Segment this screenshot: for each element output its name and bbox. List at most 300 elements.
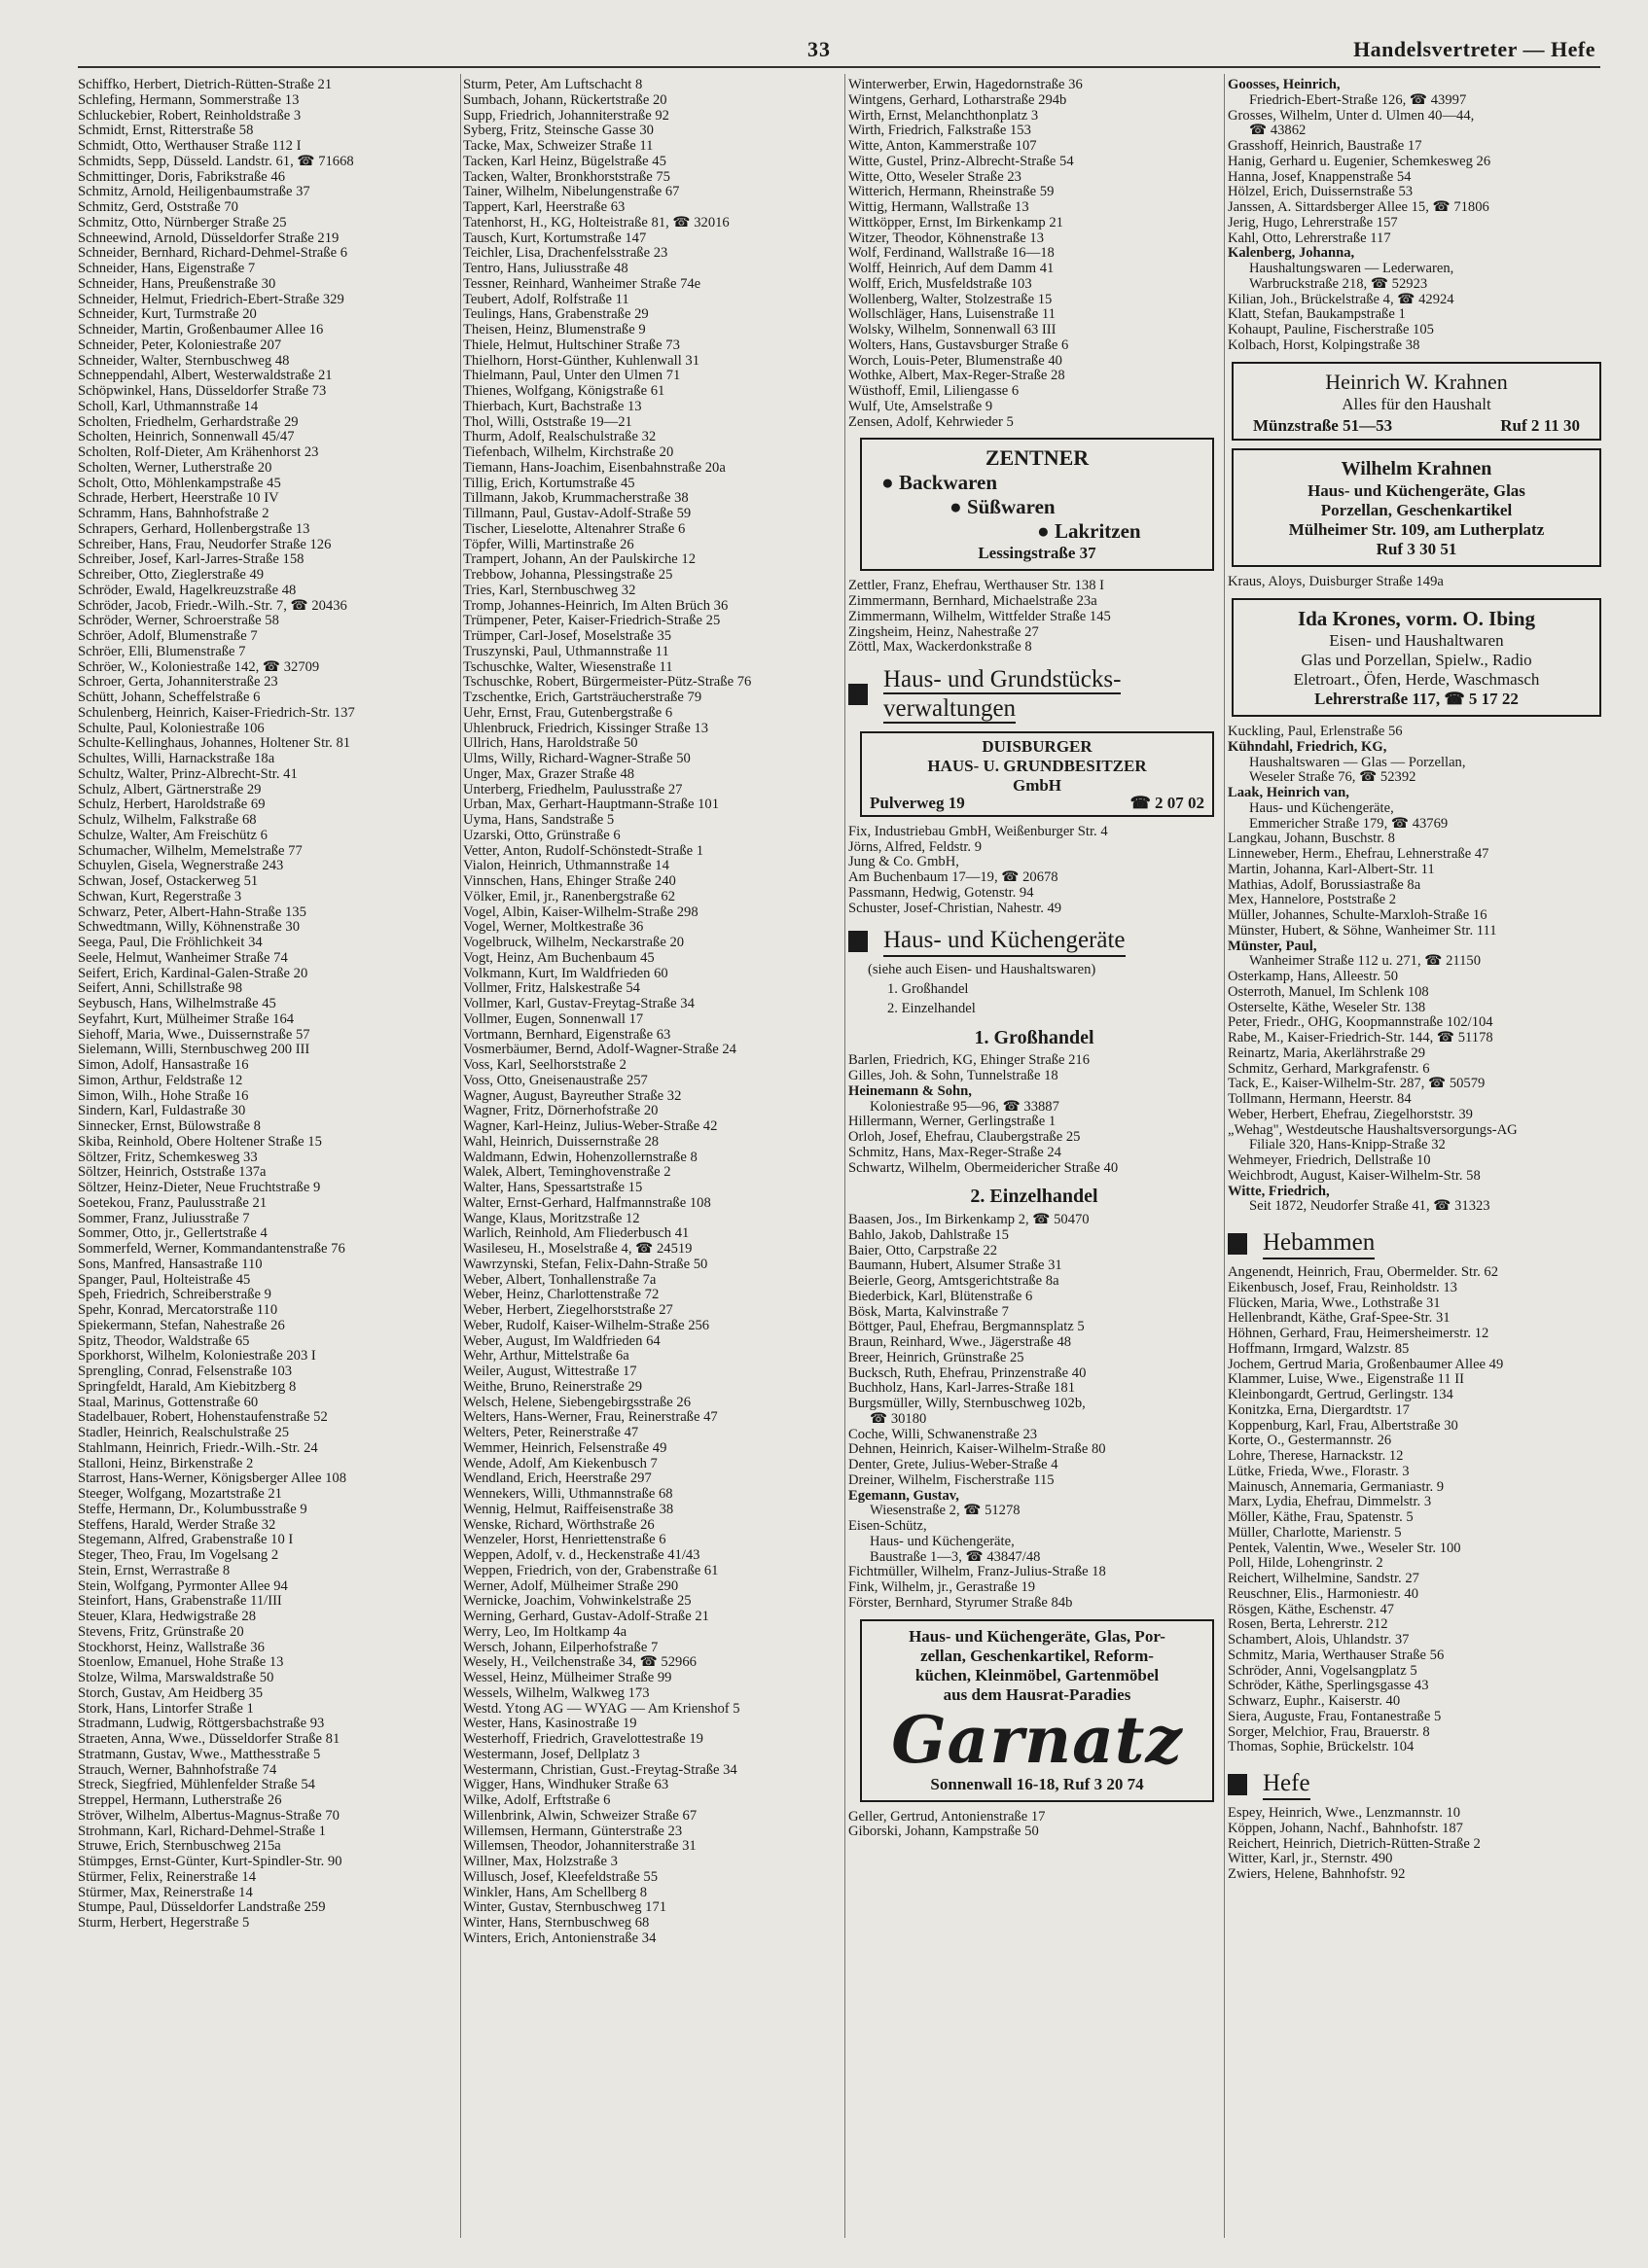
directory-entry: Vetter, Anton, Rudolf-Schönstedt-Straße 1 bbox=[463, 842, 704, 859]
directory-entry: Wanheimer Straße 112 u. 271, ☎ 21150 bbox=[1249, 953, 1482, 970]
entry: Kraus, Aloys, Duisburger Straße 149a bbox=[1228, 574, 1444, 590]
ad-bullet-item: ● Lakritzen bbox=[1037, 519, 1141, 544]
directory-entry: Tries, Karl, Sternbuschweg 32 bbox=[463, 582, 636, 598]
section-title: Haus- und Grundstücks- bbox=[883, 666, 1122, 692]
directory-entry: Linneweber, Herm., Ehefrau, Lehnerstraße 47 bbox=[1228, 846, 1489, 862]
directory-entry: Wennekers, Willi, Uthmannstraße 68 bbox=[463, 1486, 673, 1502]
directory-entry: Wendland, Erich, Heerstraße 297 bbox=[463, 1471, 652, 1487]
directory-entry: Zwiers, Helene, Bahnhofstr. 92 bbox=[1228, 1866, 1406, 1882]
directory-entry: Wemmer, Heinrich, Felsenstraße 49 bbox=[463, 1439, 667, 1456]
ad-address: Pulverweg 19 bbox=[870, 794, 965, 812]
directory-entry: Reichert, Wilhelmine, Sandstr. 27 bbox=[1228, 1571, 1419, 1586]
directory-entry: Barlen, Friedrich, KG, Ehinger Straße 216 bbox=[848, 1052, 1091, 1069]
entry-list bbox=[848, 1053, 1220, 1176]
directory-entry: Haus- und Küchengeräte, bbox=[870, 1533, 1015, 1549]
directory-entry: Weber, Heinz, Charlottenstraße 72 bbox=[463, 1287, 660, 1303]
directory-entry: Thomas, Sophie, Brückelstr. 104 bbox=[1228, 1739, 1415, 1755]
directory-entry: Supp, Friedrich, Johanniterstraße 92 bbox=[463, 107, 669, 124]
directory-entry: Seifert, Erich, Kardinal-Galen-Straße 20 bbox=[78, 965, 308, 981]
section-title: Hefe bbox=[1263, 1769, 1310, 1800]
section-note: (siehe auch Eisen- und Haushaltswaren) bbox=[868, 962, 1096, 978]
directory-entry: Seyfahrt, Kurt, Mülheimer Straße 164 bbox=[78, 1010, 295, 1027]
directory-entry: Egemann, Gustav, bbox=[848, 1487, 959, 1504]
directory-entry: Klatt, Stefan, Baukampstraße 1 bbox=[1228, 306, 1406, 323]
directory-entry: Seit 1872, Neudorfer Straße 41, ☎ 31323 bbox=[1249, 1198, 1490, 1215]
directory-entry: Tiemann, Hans-Joachim, Eisenbahnstraße 20a bbox=[463, 459, 726, 476]
directory-entry: Wagner, Karl-Heinz, Julius-Weber-Straße 42 bbox=[463, 1118, 718, 1134]
page-number: 33 bbox=[807, 37, 831, 61]
directory-entry: Steffe, Hermann, Dr., Kolumbusstraße 9 bbox=[78, 1501, 307, 1517]
directory-entry: Mainusch, Annemaria, Germaniastr. 9 bbox=[1228, 1478, 1445, 1495]
directory-entry: Tappert, Karl, Heerstraße 63 bbox=[463, 199, 626, 215]
directory-entry: Tainer, Wilhelm, Nibelungenstraße 67 bbox=[463, 184, 680, 200]
ad-title: Wilhelm Krahnen bbox=[1341, 458, 1492, 480]
directory-entry: Schmitz, Arnold, Heiligenbaumstraße 37 bbox=[78, 184, 310, 200]
directory-entry: Teubert, Adolf, Rolfstraße 11 bbox=[463, 291, 629, 307]
ad-line: Eletroart., Öfen, Herde, Waschmasch bbox=[1293, 670, 1540, 689]
section-title: Hebammen bbox=[1263, 1228, 1375, 1259]
directory-entry: Wollschläger, Hans, Luisenstraße 11 bbox=[848, 306, 1056, 323]
directory-entry: Simon, Adolf, Hansastraße 16 bbox=[78, 1057, 249, 1073]
ad-ida-krones bbox=[1232, 598, 1601, 717]
directory-entry: Hellenbrandt, Käthe, Graf-Spee-Str. 31 bbox=[1228, 1310, 1451, 1327]
directory-entry: Dehnen, Heinrich, Kaiser-Wilhelm-Straße 80 bbox=[848, 1441, 1106, 1458]
directory-entry: Peter, Friedr., OHG, Koopmannstraße 102/104 bbox=[1228, 1014, 1493, 1031]
directory-entry: Wittköpper, Ernst, Im Birkenkamp 21 bbox=[848, 214, 1063, 230]
directory-entry: Westermann, Josef, Dellplatz 3 bbox=[463, 1746, 640, 1762]
directory-entry: Weseler Straße 76, ☎ 52392 bbox=[1249, 769, 1416, 786]
directory-entry: Tentro, Hans, Juliusstraße 48 bbox=[463, 261, 628, 276]
directory-entry: Voss, Otto, Gneisenaustraße 257 bbox=[463, 1072, 648, 1088]
directory-entry: Starrost, Hans-Werner, Königsberger Allee 108 bbox=[78, 1471, 346, 1487]
directory-entry: Wollenberg, Walter, Stolzestraße 15 bbox=[848, 291, 1053, 307]
directory-entry: Schwarz, Euphr., Kaiserstr. 40 bbox=[1228, 1693, 1401, 1709]
directory-entry: Janssen, A. Sittardsberger Allee 15, ☎ 71806 bbox=[1228, 199, 1489, 215]
garnatz-logo: Garnatz bbox=[891, 1701, 1183, 1778]
directory-entry: Steuer, Klara, Hedwigstraße 28 bbox=[78, 1609, 256, 1624]
ad-line: GmbH bbox=[1012, 776, 1062, 795]
column-divider bbox=[1224, 74, 1225, 2238]
directory-entry: Dreiner, Wilhelm, Fischerstraße 115 bbox=[848, 1471, 1055, 1488]
section-index-item: 2. Einzelhandel bbox=[887, 1000, 976, 1016]
directory-entry: Müller, Charlotte, Marienstr. 5 bbox=[1228, 1524, 1402, 1541]
directory-entry: Syberg, Fritz, Steinsche Gasse 30 bbox=[463, 123, 654, 139]
directory-entry: Stockhorst, Heinz, Wallstraße 36 bbox=[78, 1639, 265, 1655]
directory-entry: Kalenberg, Johanna, bbox=[1228, 245, 1355, 262]
directory-entry: Scholten, Rolf-Dieter, Am Krähenhorst 23 bbox=[78, 444, 319, 460]
directory-entry: Stevens, Fritz, Grünstraße 20 bbox=[78, 1623, 244, 1640]
directory-entry: Witte, Anton, Kammerstraße 107 bbox=[848, 138, 1037, 154]
directory-entry: Haus- und Küchengeräte, bbox=[1249, 799, 1394, 816]
directory-entry: Schneider, Hans, Eigenstraße 7 bbox=[78, 261, 256, 276]
entry-list bbox=[1228, 1806, 1607, 1883]
directory-entry: Sorger, Melchior, Frau, Brauerstr. 8 bbox=[1228, 1723, 1430, 1740]
directory-entry: Thielhorn, Horst-Günther, Kuhlenwall 31 bbox=[463, 352, 699, 369]
directory-entry: Stadler, Heinrich, Realschulstraße 25 bbox=[78, 1425, 290, 1440]
directory-entry: Wester, Hans, Kasinostraße 19 bbox=[463, 1716, 637, 1732]
directory-entry: Springfeldt, Harald, Am Kiebitzberg 8 bbox=[78, 1378, 297, 1395]
ad-phone: Ruf 3 30 51 bbox=[1376, 540, 1457, 559]
directory-entry: Wolff, Erich, Musfeldstraße 103 bbox=[848, 275, 1032, 292]
ad-line: Glas und Porzellan, Spielw., Radio bbox=[1301, 651, 1532, 669]
directory-entry: Westerhoff, Friedrich, Gravelottestraße 19 bbox=[463, 1731, 703, 1747]
directory-entry: Koppenburg, Karl, Frau, Albertstraße 30 bbox=[1228, 1417, 1458, 1434]
directory-entry: Völker, Emil, jr., Ranenbergstraße 62 bbox=[463, 888, 676, 904]
directory-entry: Burgsmüller, Willy, Sternbuschweg 102b, bbox=[848, 1396, 1086, 1411]
directory-entry: Spanger, Paul, Holteistraße 45 bbox=[78, 1271, 251, 1288]
directory-entry: Stürmer, Felix, Reinerstraße 14 bbox=[78, 1868, 257, 1885]
directory-entry: Hanig, Gerhard u. Eugenier, Schemkesweg 26 bbox=[1228, 153, 1491, 169]
directory-entry: Baasen, Jos., Im Birkenkamp 2, ☎ 50470 bbox=[848, 1212, 1090, 1227]
directory-entry: Struwe, Erich, Sternbuschweg 215a bbox=[78, 1838, 281, 1855]
directory-entry: Vollmer, Fritz, Halskestraße 54 bbox=[463, 980, 640, 997]
ad-contact-row bbox=[1243, 414, 1590, 434]
directory-entry: Walter, Hans, Spessartstraße 15 bbox=[463, 1180, 643, 1195]
directory-entry: Schuster, Josef-Christian, Nahestr. 49 bbox=[848, 900, 1062, 916]
directory-entry: Bahlo, Jakob, Dahlstraße 15 bbox=[848, 1226, 1009, 1243]
directory-entry: Winter, Hans, Sternbuschweg 68 bbox=[463, 1915, 650, 1931]
directory-entry: Schneider, Martin, Großenbaumer Allee 16 bbox=[78, 322, 324, 337]
directory-entry: Osterkamp, Hans, Alleestr. 50 bbox=[1228, 969, 1399, 984]
directory-entry: Hanna, Josef, Knappenstraße 54 bbox=[1228, 168, 1412, 185]
section-header-haus-grund bbox=[848, 665, 1220, 724]
ad-address: Lessingstraße 37 bbox=[978, 544, 1096, 563]
directory-entry: Kahl, Otto, Lehrerstraße 117 bbox=[1228, 230, 1391, 246]
directory-entry: Scholl, Karl, Uthmannstraße 14 bbox=[78, 398, 259, 414]
directory-entry: Steffens, Harald, Werder Straße 32 bbox=[78, 1516, 276, 1533]
directory-entry: Orloh, Josef, Ehefrau, Claubergstraße 25 bbox=[848, 1129, 1081, 1145]
ad-zentner bbox=[860, 438, 1214, 571]
directory-entry: Schreiber, Hans, Frau, Neudorfer Straße 126 bbox=[78, 536, 332, 552]
directory-entry: Osterroth, Manuel, Im Schlenk 108 bbox=[1228, 983, 1429, 1000]
directory-entry: Schmitz, Gerd, Oststraße 70 bbox=[78, 199, 238, 215]
directory-entry: Wirth, Ernst, Melanchthonplatz 3 bbox=[848, 107, 1039, 124]
directory-entry: Willner, Max, Holzstraße 3 bbox=[463, 1854, 618, 1869]
directory-entry: Strauch, Werner, Bahnhofstraße 74 bbox=[78, 1761, 277, 1778]
directory-entry: Weithe, Bruno, Reinerstraße 29 bbox=[463, 1378, 643, 1395]
directory-entry: Seega, Paul, Die Fröhlichkeit 34 bbox=[78, 935, 263, 950]
directory-entry: Tacken, Walter, Bronkhorststraße 75 bbox=[463, 168, 670, 185]
directory-entry: Spehr, Konrad, Mercatorstraße 110 bbox=[78, 1302, 278, 1318]
directory-entry: Tromp, Johannes-Heinrich, Im Alten Brüch 36 bbox=[463, 597, 729, 614]
directory-entry: Werner, Adolf, Mülheimer Straße 290 bbox=[463, 1577, 679, 1594]
entry-list bbox=[848, 78, 1220, 430]
directory-entry: Schumacher, Wilhelm, Memelstraße 77 bbox=[78, 842, 303, 859]
section-header-hebammen bbox=[1228, 1228, 1607, 1259]
directory-entry: Zensen, Adolf, Kehrwieder 5 bbox=[848, 413, 1014, 430]
directory-entry: Schmidt, Otto, Werthauser Straße 112 I bbox=[78, 138, 302, 154]
directory-entry: „Wehag", Westdeutsche Haushaltsversorgungs-AG bbox=[1228, 1121, 1518, 1138]
directory-entry: Baier, Otto, Carpstraße 22 bbox=[848, 1242, 998, 1258]
directory-entry: Vinnschen, Hans, Ehinger Straße 240 bbox=[463, 873, 676, 889]
directory-entry: Tacke, Max, Schweizer Straße 11 bbox=[463, 138, 654, 154]
directory-entry: ☎ 43862 bbox=[1249, 123, 1307, 139]
directory-entry: Stahlmann, Heinrich, Friedr.-Wilh.-Str. 24 bbox=[78, 1439, 318, 1456]
directory-entry: Sindern, Karl, Fuldastraße 30 bbox=[78, 1103, 246, 1119]
directory-entry: Wehmeyer, Friedrich, Dellstraße 10 bbox=[1228, 1152, 1431, 1168]
directory-entry: Kuckling, Paul, Erlenstraße 56 bbox=[1228, 724, 1403, 739]
directory-entry: Witte, Gustel, Prinz-Albrecht-Straße 54 bbox=[848, 153, 1074, 169]
directory-entry: Schwartz, Wilhelm, Obermeidericher Straße 40 bbox=[848, 1159, 1119, 1176]
directory-entry: Schulze, Walter, Am Freischütz 6 bbox=[78, 827, 268, 843]
directory-entry: Schröer, W., Koloniestraße 142, ☎ 32709 bbox=[78, 658, 320, 675]
ad-line: Porzellan, Geschenkartikel bbox=[1320, 501, 1513, 520]
directory-entry: Teichler, Lisa, Drachenfelsstraße 23 bbox=[463, 245, 668, 262]
directory-entry: Schulte-Kellinghaus, Johannes, Holtener Str. 81 bbox=[78, 735, 351, 752]
directory-entry: Sturm, Peter, Am Luftschacht 8 bbox=[463, 78, 643, 92]
directory-entry: Uyma, Hans, Sandstraße 5 bbox=[463, 812, 615, 828]
directory-entry: Schöpwinkel, Hans, Düsseldorfer Straße 73 bbox=[78, 383, 327, 399]
directory-entry: Kilian, Joh., Brückelstraße 4, ☎ 42924 bbox=[1228, 291, 1454, 307]
ad-slogan: Alles für den Haushalt bbox=[1342, 394, 1491, 413]
directory-entry: Marx, Lydia, Ehefrau, Dimmelstr. 3 bbox=[1228, 1494, 1432, 1510]
directory-entry: Sprengling, Conrad, Felsenstraße 103 bbox=[78, 1364, 293, 1379]
ad-address: Lehrerstraße 117, bbox=[1314, 690, 1441, 708]
directory-entry: Schröer, Adolf, Blumenstraße 7 bbox=[78, 628, 258, 644]
directory-entry: Tillmann, Paul, Gustav-Adolf-Straße 59 bbox=[463, 506, 692, 521]
directory-entry: Thol, Willi, Oststraße 19—21 bbox=[463, 413, 632, 430]
directory-entry: Stein, Ernst, Werrastraße 8 bbox=[78, 1562, 231, 1578]
directory-entry: Seybusch, Hans, Wilhelmstraße 45 bbox=[78, 996, 276, 1011]
directory-entry: Tacken, Karl Heinz, Bügelstraße 45 bbox=[463, 153, 666, 169]
directory-entry: Tessner, Reinhard, Wanheimer Straße 74e bbox=[463, 275, 701, 292]
ad-heinrich-krahnen bbox=[1232, 362, 1601, 442]
directory-entry: Tillmann, Jakob, Krummacherstraße 38 bbox=[463, 490, 689, 507]
ad-address: Sonnenwall 16-18, Ruf 3 20 74 bbox=[930, 1774, 1144, 1793]
ad-title: Ida Krones, vorm. O. Ibing bbox=[1297, 607, 1536, 630]
directory-entry: Trümper, Carl-Josef, Moselstraße 35 bbox=[463, 628, 672, 644]
directory-entry: Sporkhorst, Wilhelm, Koloniestraße 203 I bbox=[78, 1348, 316, 1364]
directory-entry: Schröder, Ewald, Hagelkreuzstraße 48 bbox=[78, 582, 297, 598]
directory-entry: Thiele, Helmut, Hultschiner Straße 73 bbox=[463, 337, 680, 353]
directory-entry: Welsch, Helene, Siebengebirgsstraße 26 bbox=[463, 1394, 692, 1410]
directory-entry: Buchholz, Hans, Karl-Jarres-Straße 181 bbox=[848, 1380, 1076, 1397]
directory-entry: Vogel, Werner, Moltkestraße 36 bbox=[463, 919, 644, 936]
directory-entry: Wessel, Heinz, Mülheimer Straße 99 bbox=[463, 1670, 672, 1685]
directory-entry: Zimmermann, Wilhelm, Wittfelder Straße 145 bbox=[848, 608, 1111, 624]
directory-entry: Schrade, Herbert, Heerstraße 10 IV bbox=[78, 490, 279, 507]
directory-entry: Kohaupt, Pauline, Fischerstraße 105 bbox=[1228, 322, 1434, 337]
directory-entry: Korte, O., Gestermannstr. 26 bbox=[1228, 1433, 1392, 1449]
directory-entry: Tollmann, Hermann, Heerstr. 84 bbox=[1228, 1091, 1412, 1107]
directory-entry: Schütt, Johann, Scheffelstraße 6 bbox=[78, 690, 261, 705]
directory-entry: Vortmann, Bernhard, Eigenstraße 63 bbox=[463, 1026, 671, 1043]
directory-entry: Biederbick, Karl, Blütenstraße 6 bbox=[848, 1288, 1033, 1304]
directory-entry: Stumpe, Paul, Düsseldorfer Landstraße 259 bbox=[78, 1899, 326, 1916]
directory-entry: Witte, Otto, Weseler Straße 23 bbox=[848, 168, 1021, 185]
directory-entry: Thierbach, Kurt, Bachstraße 13 bbox=[463, 398, 642, 414]
directory-entry: Willemsen, Hermann, Günterstraße 23 bbox=[463, 1823, 683, 1839]
directory-entry: Rabe, M., Kaiser-Friedrich-Str. 144, ☎ 51178 bbox=[1228, 1030, 1493, 1045]
directory-entry: Thienes, Wolfgang, Königstraße 61 bbox=[463, 383, 665, 399]
directory-entry: Seifert, Anni, Schillstraße 98 bbox=[78, 980, 243, 997]
directory-entry: Osterselte, Käthe, Weseler Str. 138 bbox=[1228, 999, 1426, 1015]
directory-entry: Waldmann, Edwin, Hohenzollernstraße 8 bbox=[463, 1149, 698, 1165]
directory-entry: Poll, Hilde, Lohengrinstr. 2 bbox=[1228, 1555, 1383, 1572]
directory-entry: Kühndahl, Friedrich, KG, bbox=[1228, 738, 1387, 755]
directory-entry: Steeger, Wolfgang, Mozartstraße 21 bbox=[78, 1486, 282, 1502]
directory-entry: Tatenhorst, H., KG, Holteistraße 81, ☎ 32016 bbox=[463, 214, 730, 230]
directory-entry: Tschuschke, Walter, Wiesenstraße 11 bbox=[463, 658, 673, 675]
directory-entry: Weichbrodt, August, Kaiser-Wilhelm-Str. 58 bbox=[1228, 1167, 1481, 1184]
directory-entry: Thurm, Adolf, Realschulstraße 32 bbox=[463, 429, 657, 445]
directory-entry: Truszynski, Paul, Uthmannstraße 11 bbox=[463, 643, 669, 659]
directory-entry: Scholten, Heinrich, Sonnenwall 45/47 bbox=[78, 429, 295, 445]
directory-entry: Schambert, Alois, Uhlandstr. 37 bbox=[1228, 1632, 1410, 1648]
directory-entry: Soetekou, Franz, Paulusstraße 21 bbox=[78, 1194, 268, 1211]
directory-entry: Schulz, Albert, Gärtnerstraße 29 bbox=[78, 781, 262, 797]
directory-entry: Jochem, Gertrud Maria, Großenbaumer Allee 49 bbox=[1228, 1356, 1504, 1372]
directory-entry: Winkler, Hans, Am Schellberg 8 bbox=[463, 1884, 648, 1900]
directory-entry: Lütke, Frieda, Wwe., Florastr. 3 bbox=[1228, 1463, 1410, 1479]
directory-entry: Wilke, Adolf, Erftstraße 6 bbox=[463, 1792, 611, 1808]
directory-entry: Streck, Siegfried, Mühlenfelder Straße 54 bbox=[78, 1777, 315, 1793]
section-square-icon bbox=[848, 931, 868, 952]
directory-entry: Grosses, Wilhelm, Unter d. Ulmen 40—44, bbox=[1228, 107, 1475, 124]
directory-entry: Emmericher Straße 179, ☎ 43769 bbox=[1249, 815, 1449, 832]
ad-address: Münzstraße 51—53 bbox=[1253, 415, 1393, 435]
section-square-icon bbox=[1228, 1233, 1247, 1255]
directory-entry: Uhlenbruck, Friedrich, Kissinger Straße 13 bbox=[463, 720, 709, 736]
directory-entry: Haushaltswaren — Glas — Porzellan, bbox=[1249, 754, 1466, 770]
directory-entry: Vogel, Albin, Kaiser-Wilhelm-Straße 298 bbox=[463, 904, 699, 920]
directory-entry: Töpfer, Willi, Martinstraße 26 bbox=[463, 536, 634, 552]
ad-wilhelm-krahnen bbox=[1232, 448, 1601, 567]
section-header-haus-kueche bbox=[848, 926, 1220, 957]
directory-entry: Denter, Grete, Julius-Weber-Straße 4 bbox=[848, 1457, 1058, 1472]
directory-entry: Schneider, Hans, Preußenstraße 30 bbox=[78, 275, 276, 292]
directory-entry: Mathias, Adolf, Borussiastraße 8a bbox=[1228, 876, 1421, 893]
directory-entry: Friedrich-Ebert-Straße 126, ☎ 43997 bbox=[1249, 91, 1467, 108]
column-2 bbox=[463, 78, 842, 1947]
directory-entry: Langkau, Johann, Buschstr. 8 bbox=[1228, 831, 1395, 847]
directory-entry: Wulf, Ute, Amselstraße 9 bbox=[848, 398, 993, 414]
directory-entry: Eisen-Schütz, bbox=[848, 1518, 927, 1534]
directory-entry: Mex, Hannelore, Poststraße 2 bbox=[1228, 892, 1397, 908]
directory-entry: Flücken, Maria, Wwe., Lothstraße 31 bbox=[1228, 1294, 1441, 1311]
directory-entry: Winterwerber, Erwin, Hagedornstraße 36 bbox=[848, 78, 1083, 92]
directory-entry: Schmidt, Ernst, Ritterstraße 58 bbox=[78, 123, 254, 139]
directory-entry: Söltzer, Fritz, Schemkesweg 33 bbox=[78, 1149, 258, 1165]
directory-entry: Ulms, Willy, Richard-Wagner-Straße 50 bbox=[463, 751, 691, 766]
directory-entry: Schlefing, Hermann, Sommerstraße 13 bbox=[78, 91, 300, 108]
directory-entry: Winter, Gustav, Sternbuschweg 171 bbox=[463, 1899, 667, 1916]
directory-entry: Schröer, Elli, Blumenstraße 7 bbox=[78, 643, 246, 659]
directory-entry: Schwedtmann, Willy, Köhnenstraße 30 bbox=[78, 919, 301, 936]
ad-line: aus dem Hausrat-Paradies bbox=[943, 1684, 1131, 1704]
directory-entry: Unger, Max, Grazer Straße 48 bbox=[463, 765, 635, 782]
directory-entry: Trampert, Johann, An der Paulskirche 12 bbox=[463, 551, 697, 568]
directory-entry: Stradmann, Ludwig, Röttgersbachstraße 93 bbox=[78, 1716, 325, 1732]
entry-list bbox=[848, 825, 1220, 917]
subsection-title: 2. Einzelhandel bbox=[970, 1186, 1098, 1208]
directory-entry: Reuschner, Elis., Harmoniestr. 40 bbox=[1228, 1585, 1418, 1602]
directory-entry: Trümpener, Peter, Kaiser-Friedrich-Straße 25 bbox=[463, 613, 721, 629]
directory-entry: Hölzel, Erich, Duissernstraße 53 bbox=[1228, 184, 1414, 200]
directory-entry: Wolters, Hans, Gustavsburger Straße 6 bbox=[848, 337, 1069, 353]
directory-entry: Gilles, Joh. & Sohn, Tunnelstraße 18 bbox=[848, 1068, 1058, 1083]
directory-entry: Sommer, Otto, jr., Gellertstraße 4 bbox=[78, 1225, 268, 1242]
directory-entry: Theisen, Heinz, Blumenstraße 9 bbox=[463, 322, 646, 337]
ad-line: Haus- und Küchengeräte, Glas, Por- bbox=[909, 1626, 1165, 1646]
directory-entry: Wenzeler, Horst, Henriettenstraße 6 bbox=[463, 1532, 666, 1548]
directory-entry: Zingsheim, Heinz, Nahestraße 27 bbox=[848, 623, 1039, 640]
directory-entry: Laak, Heinrich van, bbox=[1228, 785, 1349, 800]
directory-entry: Schneewind, Arnold, Düsseldorfer Straße 219 bbox=[78, 230, 340, 246]
directory-entry: Tillig, Erich, Kortumstraße 45 bbox=[463, 475, 635, 491]
directory-entry: Klammer, Luise, Wwe., Eigenstraße 11 II bbox=[1228, 1371, 1464, 1388]
ad-contact-row bbox=[1243, 690, 1590, 709]
directory-entry: Wigger, Hans, Windhuker Straße 63 bbox=[463, 1777, 669, 1793]
directory-entry: Willemsen, Theodor, Johanniterstraße 31 bbox=[463, 1838, 697, 1855]
directory-entry: Wolsky, Wilhelm, Sonnenwall 63 III bbox=[848, 322, 1057, 337]
directory-entry: Schwan, Kurt, Regerstraße 3 bbox=[78, 888, 242, 904]
directory-entry: Giborski, Johann, Kampstraße 50 bbox=[848, 1824, 1039, 1840]
directory-entry: Ströver, Wilhelm, Albertus-Magnus-Straße 70 bbox=[78, 1807, 340, 1824]
directory-entry: Staal, Marinus, Gottenstraße 60 bbox=[78, 1394, 259, 1410]
directory-entry: Münster, Hubert, & Söhne, Wanheimer Str. 111 bbox=[1228, 922, 1497, 939]
entry-list bbox=[848, 1810, 1220, 1841]
entry-list bbox=[848, 579, 1220, 656]
directory-entry: Schmittinger, Doris, Fabrikstraße 46 bbox=[78, 168, 286, 185]
directory-entry: Filiale 320, Hans-Knipp-Straße 32 bbox=[1249, 1137, 1446, 1153]
directory-entry: Konitzka, Erna, Diergardtstr. 17 bbox=[1228, 1401, 1410, 1418]
directory-entry: Willenbrink, Alwin, Schweizer Straße 67 bbox=[463, 1807, 698, 1824]
directory-entry: Sumbach, Johann, Rückertstraße 20 bbox=[463, 91, 667, 108]
ad-contact-row bbox=[870, 796, 1204, 811]
directory-entry: Thielmann, Paul, Unter den Ulmen 71 bbox=[463, 368, 681, 384]
directory-entry: Espey, Heinrich, Wwe., Lenzmannstr. 10 bbox=[1228, 1805, 1461, 1821]
directory-entry: Wittig, Hermann, Wallstraße 13 bbox=[848, 199, 1029, 215]
directory-entry: Stürmer, Max, Reinerstraße 14 bbox=[78, 1884, 253, 1900]
directory-entry: Bösk, Marta, Kalvinstraße 7 bbox=[848, 1303, 1009, 1320]
directory-entry: Martin, Johanna, Karl-Albert-Str. 11 bbox=[1228, 861, 1435, 877]
directory-entry: Weppen, Adolf, v. d., Heckenstraße 41/43 bbox=[463, 1547, 700, 1563]
directory-entry: Siera, Auguste, Frau, Fontanestraße 5 bbox=[1228, 1708, 1442, 1724]
directory-entry: Stalloni, Heinz, Birkenstraße 2 bbox=[78, 1455, 254, 1471]
directory-entry: Sielemann, Willi, Sternbuschweg 200 III bbox=[78, 1042, 310, 1058]
column-4 bbox=[1228, 78, 1607, 1883]
ad-title: Heinrich W. Krahnen bbox=[1325, 369, 1508, 394]
directory-entry: Wessels, Wilhelm, Walkweg 173 bbox=[463, 1684, 650, 1701]
directory-entry: Baustraße 1—3, ☎ 43847/48 bbox=[870, 1548, 1041, 1565]
directory-entry: Sommerfeld, Werner, Kommandantenstraße 76 bbox=[78, 1241, 345, 1257]
directory-entry: Am Buchenbaum 17—19, ☎ 20678 bbox=[848, 869, 1058, 885]
directory-entry: Schneider, Kurt, Turmstraße 20 bbox=[78, 306, 257, 323]
directory-entry: Westd. Ytong AG — WYAG — Am Krienshof 5 bbox=[463, 1700, 740, 1717]
directory-entry: Köppen, Johann, Nachf., Bahnhofstr. 187 bbox=[1228, 1820, 1463, 1836]
directory-entry: Rosen, Berta, Lehrerstr. 212 bbox=[1228, 1616, 1388, 1633]
directory-entry: Stolze, Wilma, Marswaldstraße 50 bbox=[78, 1670, 274, 1685]
ad-bullet-item: ● Backwaren bbox=[881, 471, 998, 495]
directory-entry: Streppel, Hermann, Lutherstraße 26 bbox=[78, 1792, 282, 1808]
directory-entry: Coche, Willi, Schwanenstraße 23 bbox=[848, 1426, 1038, 1442]
entry-list bbox=[1228, 1265, 1607, 1755]
directory-entry: Schneppendahl, Albert, Westerwaldstraße 21 bbox=[78, 368, 333, 384]
ad-line: zellan, Geschenkartikel, Reform- bbox=[920, 1646, 1154, 1665]
directory-entry: Werry, Leo, Im Holtkamp 4a bbox=[463, 1623, 627, 1640]
directory-entry: Volkmann, Kurt, Im Waldfrieden 60 bbox=[463, 965, 668, 981]
directory-entry: Söltzer, Heinrich, Oststraße 137a bbox=[78, 1164, 267, 1181]
directory-entry: Wersch, Johann, Eilperhofstraße 7 bbox=[463, 1639, 659, 1655]
directory-entry: Tischer, Lieselotte, Altenahrer Straße 6 bbox=[463, 520, 686, 537]
ad-garnatz bbox=[860, 1619, 1214, 1802]
directory-entry: Schluckebier, Robert, Reinholdstraße 3 bbox=[78, 107, 302, 124]
directory-entry: Steger, Theo, Frau, Im Vogelsang 2 bbox=[78, 1547, 279, 1563]
directory-entry: Wehr, Arthur, Mittelstraße 6a bbox=[463, 1348, 629, 1364]
directory-entry: Eikenbusch, Josef, Frau, Reinholdstr. 13 bbox=[1228, 1279, 1457, 1295]
directory-entry: Passmann, Hedwig, Gotenstr. 94 bbox=[848, 884, 1034, 901]
